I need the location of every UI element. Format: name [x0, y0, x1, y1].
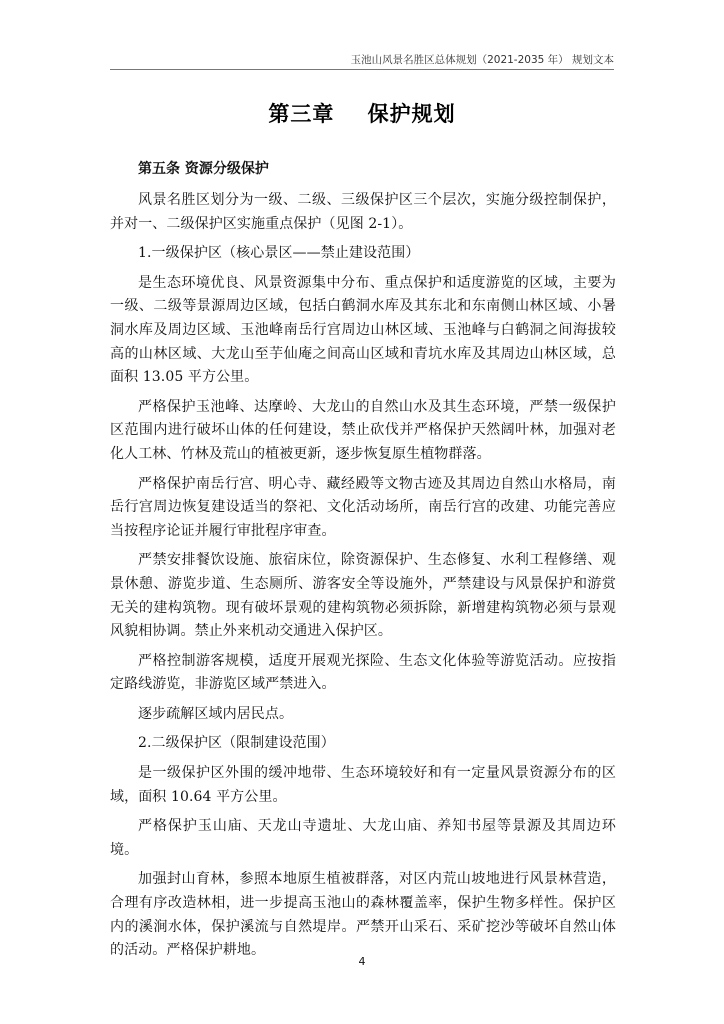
paragraph: 严格保护玉池峰、达摩岭、大龙山的自然山水及其生态环境，严禁一级保护区范围内进行破坏山体的任何建设，禁止砍伐并严格保护天然阔叶林，加强对老化人工林、竹林及荒山的植被更新，逐步恢复原生植物群落。: [110, 398, 616, 462]
section-heading-level1: 1.一级保护区（核心景区——禁止建设范围）: [138, 245, 420, 262]
paragraph: 严格保护南岳行宫、明心寺、藏经殿等文物古迹及其周边自然山水格局，南岳行宫周边恢复建设适当的祭祀、文化活动场所，南岳行宫的改建、功能完善应当按程序论证并履行审批程序审查。: [110, 475, 616, 539]
running-header: 玉池山风景名胜区总体规划（2021-2035 年） 规划文本: [350, 54, 614, 66]
paragraph: 严格保护玉山庙、天龙山寺遗址、大龙山庙、养知书屋等景源及其周边环境。: [110, 818, 616, 858]
paragraph: 是生态环境优良、风景资源集中分布、重点保护和适度游览的区域，主要为一级、二级等景源周边区域，包括白鹤洞水库及其东北和东南侧山林区域、小暑洞水库及周边区域、玉池峰南岳行宫周边山林区域、玉池峰与白鹤洞之间海拔较高的山林区域、大龙山至芋仙庵之间高山区域和青坑水库及其周边山林区域，总面积 13.05 平方公里。: [110, 274, 616, 386]
article-heading: 第五条 资源分级保护: [138, 161, 269, 177]
paragraph: 逐步疏解区域内居民点。: [138, 705, 294, 722]
paragraph: 加强封山育林，参照本地原生植被群落，对区内荒山坡地进行风景林营造，合理有序改造林相，进一步提高玉池山的森林覆盖率，保护生物多样性。保护区内的溪涧水体，保护溪流与自然堤岸。严禁开山采石、采矿挖沙等破坏自然山体的活动。严格保护耕地。: [110, 871, 616, 959]
paragraph: 严禁安排餐饮设施、旅宿床位，除资源保护、生态修复、水利工程修缮、观景休憩、游览步道、生态厕所、游客安全等设施外，严禁建设与风景保护和游赏无关的建构筑物。现有破坏景观的建构筑物必须拆除，新增建构筑物必须与景观风貌相协调。禁止外来机动交通进入保护区。: [110, 552, 616, 640]
paragraph: 严格控制游客规模，适度开展观光探险、生态文化体验等游览活动。应按指定路线游览，非游览区域严禁进入。: [110, 652, 616, 693]
page-number: 4: [358, 955, 366, 968]
section-heading-level2: 2.二级保护区（限制建设范围）: [138, 735, 335, 752]
header-divider: [110, 69, 614, 70]
document-body: [110, 157, 616, 969]
chapter-title: 第三章 保护规划: [268, 102, 456, 126]
paragraph: 是一级保护区外围的缓冲地带、生态环境较好和有一定量风景资源分布的区域，面积 10.64 平方公里。: [110, 765, 616, 805]
paragraph: 风景名胜区划分为一级、二级、三级保护区三个层次，实施分级控制保护，并对一、二级保护区实施重点保护（见图 2-1）。: [110, 192, 616, 232]
